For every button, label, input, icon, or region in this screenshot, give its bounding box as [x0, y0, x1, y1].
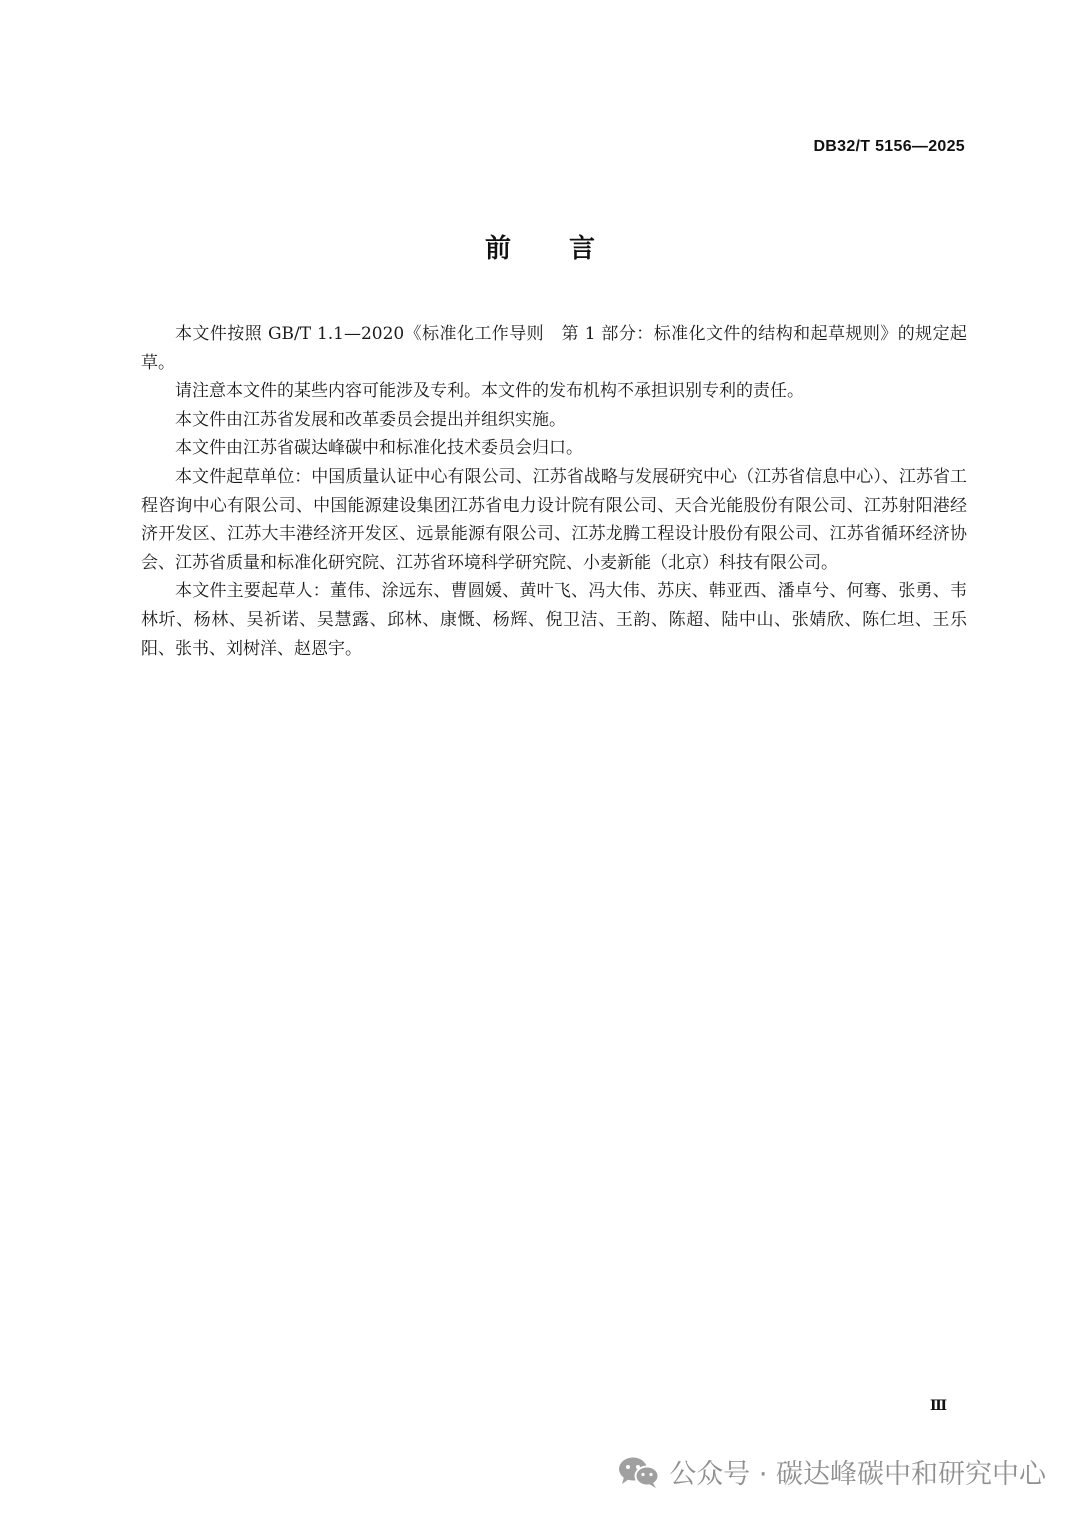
- paragraph-drafting-units: 本文件起草单位：中国质量认证中心有限公司、江苏省战略与发展研究中心（江苏省信息中心）、江苏省工程咨询中心有限公司、中国能源建设集团江苏省电力设计院有限公司、天合光能股份有限公司、江苏射阳港经济开发区、江苏大丰港经济开发区、远景能源有限公司、江苏龙腾工程设计股份有限公司、江苏省循环经济协会、江苏省质量和标准化研究院、江苏省环境科学研究院、小麦新能（北京）科技有限公司。: [141, 466, 967, 573]
- page-number: Ⅲ: [929, 1399, 947, 1414]
- wechat-icon: [617, 1454, 661, 1490]
- paragraph-patent-notice: 请注意本文件的某些内容可能涉及专利。本文件的发布机构不承担识别专利的责任。: [175, 381, 804, 402]
- paragraph-drafters: 本文件主要起草人：董伟、涂远东、曹圆媛、黄叶飞、冯大伟、苏庆、韩亚西、潘卓兮、何骞、张勇、韦林圻、杨林、吴祈诺、吴慧露、邱林、康慨、杨辉、倪卫洁、王韵、陈超、陆中山、张婧欣、陈仁坦、王乐阳、张书、刘树洋、赵恩宇。: [141, 581, 967, 659]
- paragraph-proposer: 本文件由江苏省发展和改革委员会提出并组织实施。: [175, 409, 566, 430]
- watermark-text: 公众号 · 碳达峰碳中和研究中心: [669, 1459, 1046, 1490]
- page-title: 前言: [484, 234, 653, 264]
- preface-body: [141, 320, 967, 663]
- standard-code: DB32/T 5156—2025: [813, 138, 965, 155]
- paragraph-committee: 本文件由江苏省碳达峰碳中和标准化技术委员会归口。: [175, 438, 583, 459]
- paragraph-drafting-basis: 本文件按照 GB/T 1.1—2020《标准化工作导则 第 1 部分：标准化文件的结构和起草规则》的规定起草。: [141, 324, 967, 373]
- watermark: [617, 1452, 1046, 1491]
